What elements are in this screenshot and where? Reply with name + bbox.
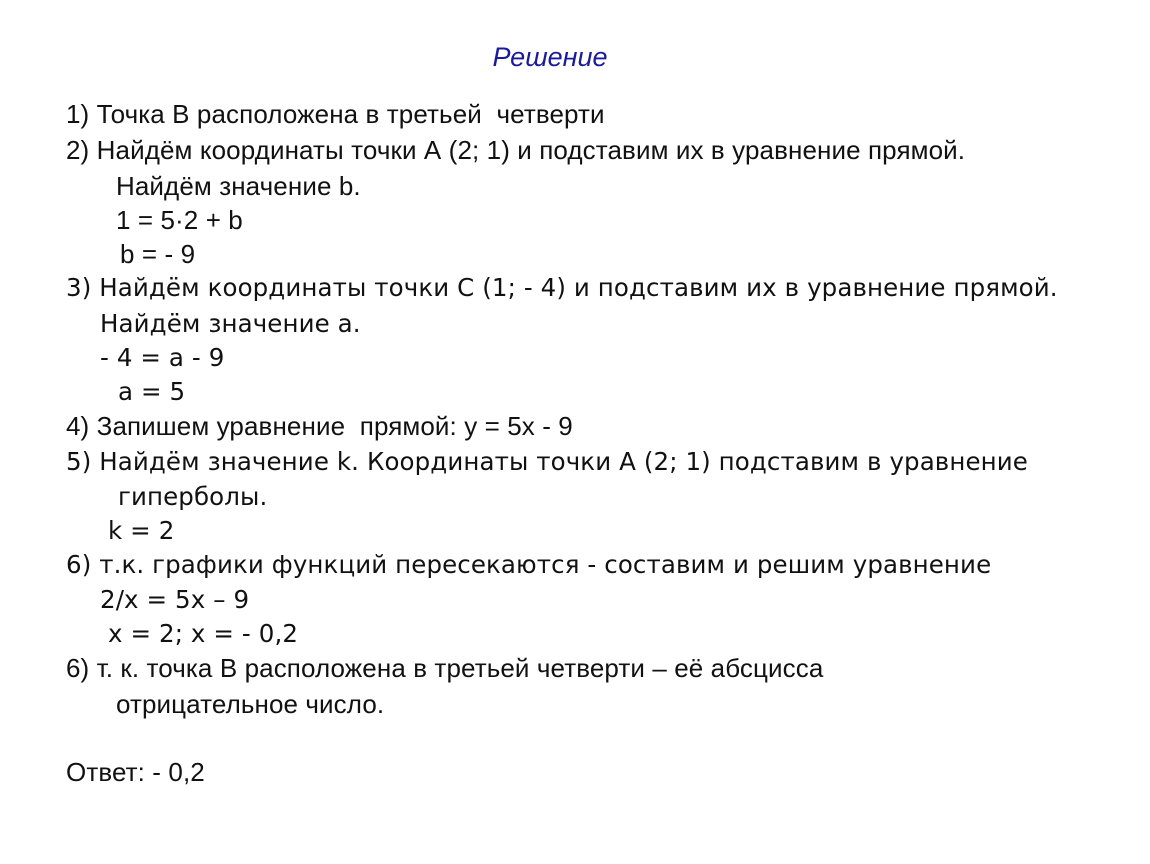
step-5-continued: гиперболы. (118, 482, 268, 511)
step-5: 5) Найдём значение k. Координаты точки А (2; 1) подставим в уравнение (66, 447, 1028, 476)
step-1: 1) Точка В расположена в третьей четверти (66, 99, 605, 129)
step-2-find-b: Найдём значение b. (116, 171, 361, 201)
step-3-result: а = 5 (118, 377, 186, 406)
page-title: Решение (492, 42, 608, 72)
step-7-continued: отрицательное число. (116, 689, 385, 719)
step-6-equation: 2/х = 5х – 9 (100, 585, 250, 614)
step-2-result: b = - 9 (120, 239, 196, 269)
step-4: 4) Запишем уравнение прямой: у = 5х - 9 (66, 411, 573, 441)
step-5-result: k = 2 (108, 516, 175, 545)
step-6: 6) т.к. графики функций пересекаются - составим и решим уравнение (66, 550, 992, 579)
step-3-equation: - 4 = а - 9 (100, 343, 225, 372)
step-7: 6) т. к. точка В расположена в третьей четверти – её абсцисса (66, 653, 824, 683)
step-3: 3) Найдём координаты точки С (1; - 4) и подставим их в уравнение прямой. (66, 273, 1058, 302)
answer: Ответ: - 0,2 (66, 757, 205, 787)
step-2: 2) Найдём координаты точки А (2; 1) и подставим их в уравнение прямой. (66, 135, 966, 165)
step-2-equation: 1 = 5·2 + b (116, 205, 243, 235)
step-3-find-a: Найдём значение а. (100, 309, 361, 338)
step-6-roots: х = 2; х = - 0,2 (108, 619, 299, 648)
